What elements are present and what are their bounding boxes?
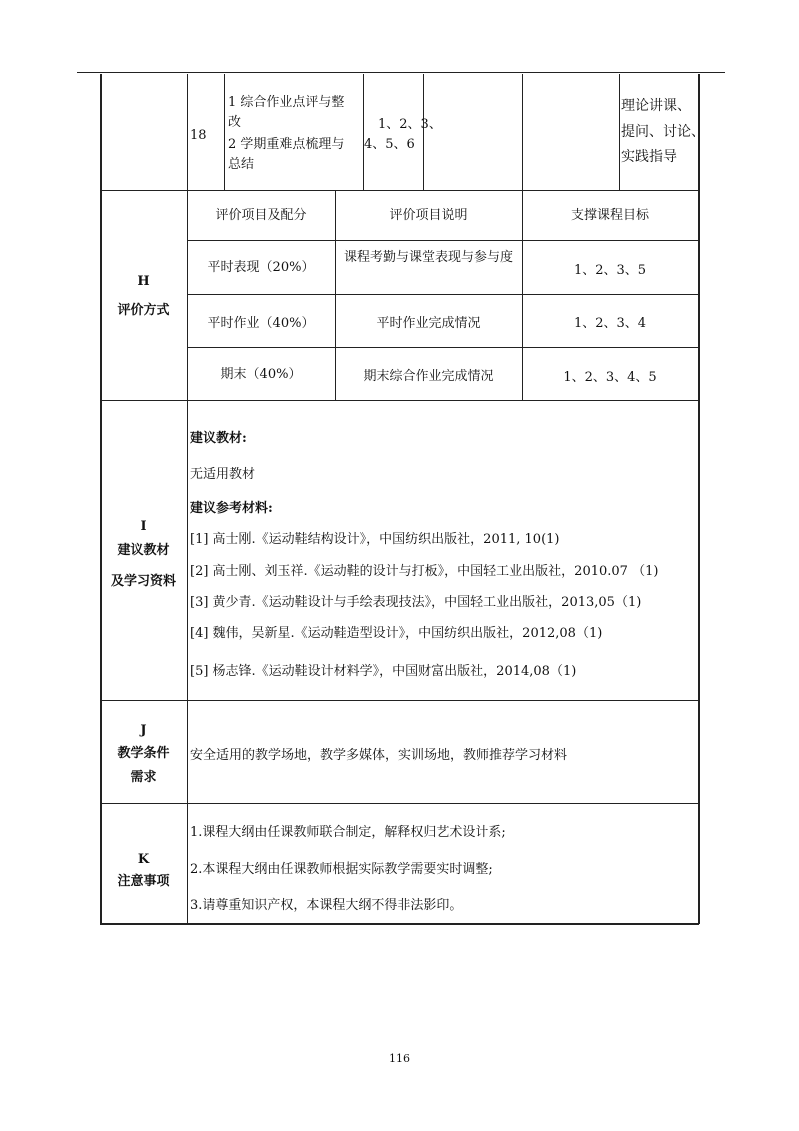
eval-row-desc: 期末综合作业完成情况 [363,369,494,384]
eval-header-item: 评价项目及配分 [215,208,307,223]
eval-row-targets: 1、2、3、5 [573,263,647,278]
week-number: 18 [190,128,207,143]
row18-method-line: 提问、讨论、 [621,124,705,140]
section-j-letter: J [140,723,147,738]
row18-content-line: 2 学期重难点梳理与 [228,137,345,152]
teaching-conditions-text: 安全适用的教学场地，教学多媒体，实训场地，教师推荐学习材料 [190,748,568,763]
notice-item: 2.本课程大纲由任课教师根据实际教学需要实时调整; [190,862,493,877]
row18-targets-line: 1、2、3、 [378,117,442,132]
section-j-title: 需求 [130,770,157,785]
references-heading: 建议参考材料: [190,501,273,516]
reference-item: [1] 高士刚.《运动鞋结构设计》，中国纺织出版社，2011, 10(1) [190,532,560,547]
reference-item: [4] 魏伟，吴新星.《运动鞋造型设计》，中国纺织出版社，2012,08（1) [190,626,603,641]
eval-header-targets: 支撑课程目标 [570,208,649,223]
section-k-letter: K [137,852,150,867]
row18-method-line: 理论讲课、 [621,98,691,114]
reference-item: [5] 杨志锋.《运动鞋设计材料学》，中国财富出版社，2014,08（1) [190,664,577,679]
section-i-title: 及学习资料 [110,574,176,589]
eval-row-desc: 平时作业完成情况 [376,316,481,331]
row18-method-line: 实践指导 [621,149,677,165]
eval-header-desc: 评价项目说明 [389,208,468,223]
notice-item: 3.请尊重知识产权，本课程大纲不得非法影印。 [190,898,463,913]
section-i-letter: I [140,519,147,534]
section-h-letter: H [137,274,150,289]
section-i-title: 建议教材 [117,543,170,558]
row18-content-line: 1 综合作业点评与整 [228,95,345,110]
section-j-title: 教学条件 [117,746,170,761]
header-rule [77,72,725,73]
section-h-title: 评价方式 [117,303,170,318]
row18-content-line: 改 [228,115,242,130]
row18-targets-line: 4、5、6 [364,137,415,152]
section-k-title: 注意事项 [117,874,170,889]
eval-row-item: 期末（40%） [220,367,302,382]
notice-item: 1.课程大纲由任课教师联合制定，解释权归艺术设计系; [190,825,506,840]
eval-row-item: 平时表现（20%） [207,260,315,275]
row18-content-line: 总结 [228,157,255,172]
eval-row-targets: 1、2、3、4 [573,316,647,331]
page-number: 116 [389,1052,410,1065]
reference-item: [3] 黄少青.《运动鞋设计与手绘表现技法》，中国轻工业出版社，2013,05（1) [190,595,642,610]
textbook-heading: 建议教材: [190,431,247,446]
eval-row-targets: 1、2、3、4、5 [563,370,657,385]
eval-row-item: 平时作业（40%） [207,316,315,331]
reference-item: [2] 高士刚、刘玉祥.《运动鞋的设计与打板》，中国轻工业出版社，2010.07 （1) [190,564,659,579]
eval-row-desc: 课程考勤与课堂表现与参与度 [343,250,513,265]
textbook-value: 无适用教材 [190,467,256,482]
